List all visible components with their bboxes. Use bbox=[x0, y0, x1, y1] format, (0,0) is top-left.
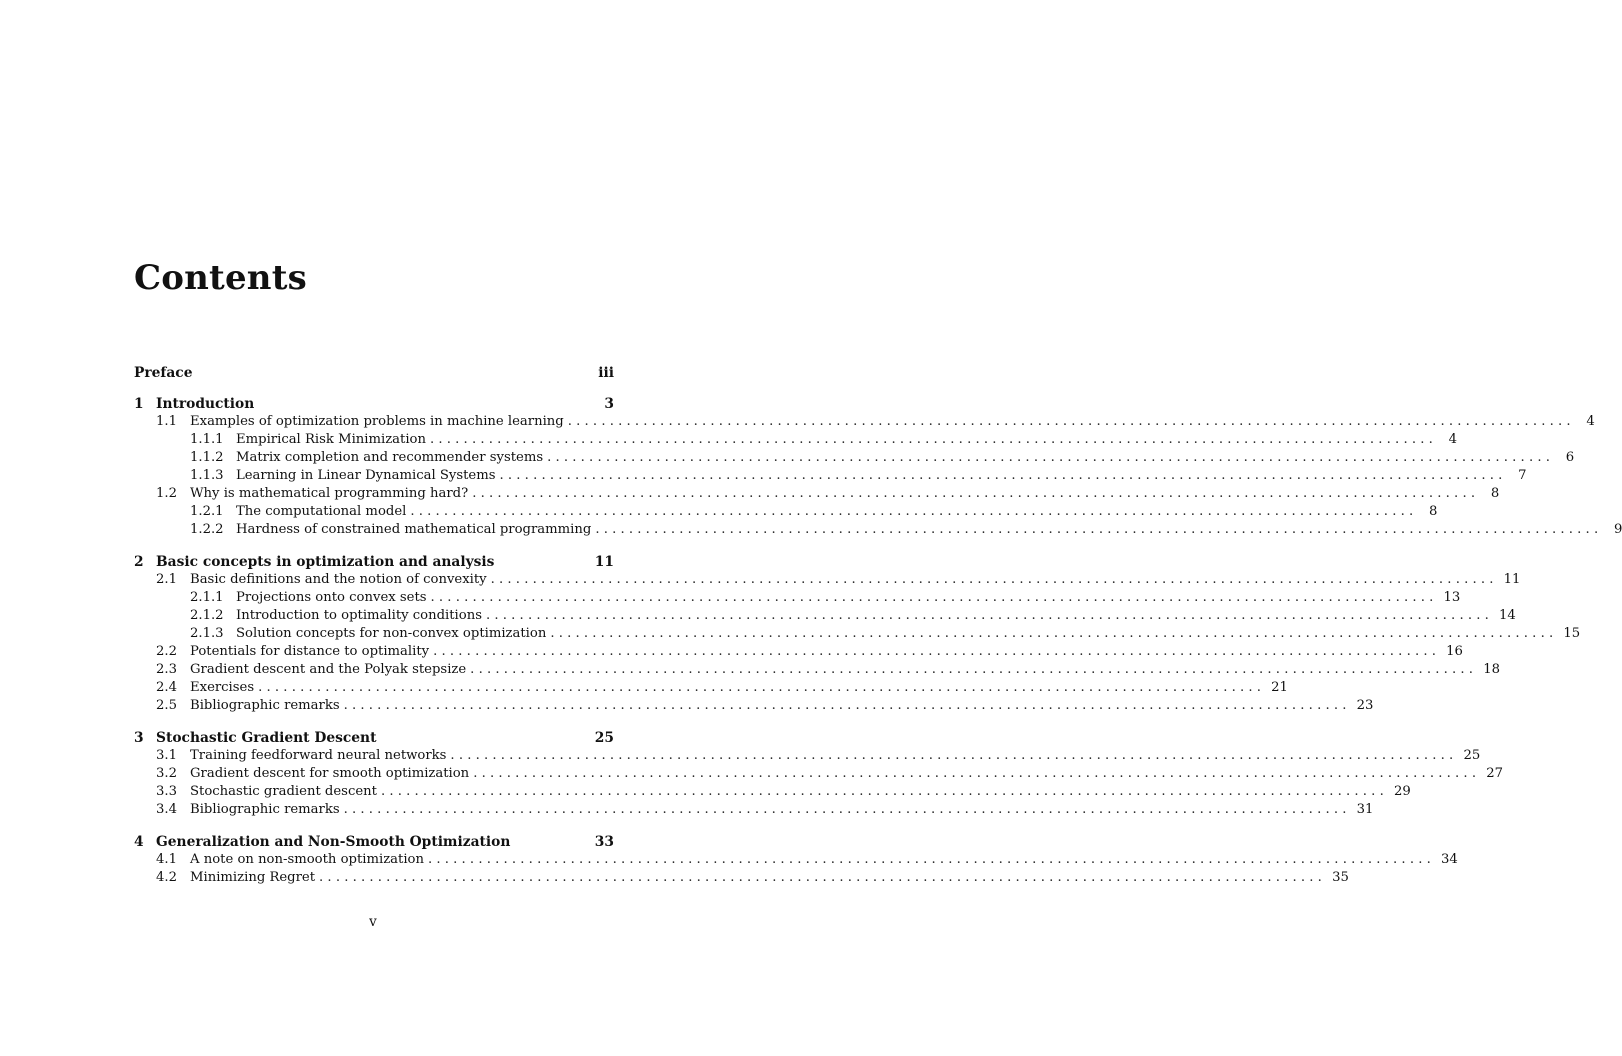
toc-entry-title: Matrix completion and recommender systems bbox=[236, 450, 544, 465]
toc-subsection-2-1-3[interactable] bbox=[134, 625, 1581, 643]
toc-entry-number: 4.1 bbox=[156, 852, 177, 867]
toc-entry-title: Stochastic Gradient Descent bbox=[156, 730, 377, 746]
toc-entry-page: 35 bbox=[1332, 870, 1349, 885]
toc-entry-number: 1.2.2 bbox=[190, 522, 224, 537]
toc-entry-page: 29 bbox=[1393, 784, 1411, 799]
page-title: Contents bbox=[134, 258, 307, 298]
toc-entry-page: 3 bbox=[604, 396, 614, 412]
toc-entry-title: Empirical Risk Minimization bbox=[236, 432, 426, 447]
toc-entry-number: 1.2.1 bbox=[190, 504, 224, 519]
toc-entry-number: 1.1 bbox=[156, 414, 177, 429]
toc-entry-page: 23 bbox=[1356, 698, 1374, 713]
toc-entry-page: 15 bbox=[1563, 626, 1581, 641]
toc-section-1-1[interactable] bbox=[134, 413, 1595, 431]
toc-entry-page: 16 bbox=[1446, 644, 1463, 659]
toc-entry-page: 9 bbox=[1613, 522, 1622, 537]
dot-leader: ........................................................................................................................ bbox=[595, 522, 1603, 537]
dot-leader: ........................................................................................................................ bbox=[258, 680, 1266, 695]
toc-entry-number: 2.3 bbox=[156, 662, 177, 677]
toc-subsection-2-1-2[interactable] bbox=[134, 607, 1516, 625]
toc-entry-title: Potentials for distance to optimality bbox=[190, 644, 430, 659]
toc-section-2-4[interactable] bbox=[134, 679, 1288, 697]
dot-leader: ........................................................................................................................ bbox=[547, 450, 1555, 465]
toc-section-3-2[interactable] bbox=[134, 765, 1503, 783]
toc-section-4-1[interactable] bbox=[134, 851, 1458, 869]
toc-entry-title: Stochastic gradient descent bbox=[190, 784, 377, 799]
toc-entry-number: 1.2 bbox=[156, 486, 177, 501]
dot-leader: ........................................................................................................................ bbox=[470, 662, 1478, 677]
toc-section-1-2[interactable] bbox=[134, 485, 1500, 503]
toc-chapter-3[interactable] bbox=[134, 729, 614, 747]
toc-entry-number: 3.3 bbox=[156, 784, 177, 799]
toc-entry-number: 3 bbox=[134, 730, 144, 746]
toc-section-2-2[interactable] bbox=[134, 643, 1463, 661]
toc-entry-page: 27 bbox=[1486, 766, 1503, 781]
toc-entry-number: 2 bbox=[134, 554, 144, 570]
toc-entry-title: Examples of optimization problems in machine learning bbox=[190, 414, 564, 429]
toc-entry-page: 6 bbox=[1565, 450, 1575, 465]
toc-entry-number: 2.1.1 bbox=[190, 590, 224, 605]
toc-entry-title: Learning in Linear Dynamical Systems bbox=[236, 468, 496, 483]
page-number: v bbox=[369, 914, 377, 930]
toc-chapter-2[interactable] bbox=[134, 553, 614, 571]
toc-subsection-1-1-2[interactable] bbox=[134, 449, 1575, 467]
toc-entry-number: 2.4 bbox=[156, 680, 177, 695]
toc-section-3-3[interactable] bbox=[134, 783, 1411, 801]
toc-entry-page: 33 bbox=[594, 834, 614, 850]
toc-subsection-1-2-2[interactable] bbox=[134, 521, 1622, 539]
toc-entry-number: 1.1.3 bbox=[190, 468, 224, 483]
toc-entry-page: 11 bbox=[594, 554, 614, 570]
dot-leader: ........................................................................................................................ bbox=[450, 748, 1458, 763]
toc-entry-title: Hardness of constrained mathematical programming bbox=[236, 522, 592, 537]
toc-subsection-1-1-3[interactable] bbox=[134, 467, 1527, 485]
toc-entry-title: Gradient descent and the Polyak stepsize bbox=[190, 662, 467, 677]
toc-entry-title: Gradient descent for smooth optimization bbox=[190, 766, 470, 781]
dot-leader: ........................................................................................................................ bbox=[343, 802, 1351, 817]
toc-entry-number: 1.1.1 bbox=[190, 432, 224, 447]
toc-entry-number: 4 bbox=[134, 834, 144, 850]
toc-entry-title: Minimizing Regret bbox=[190, 870, 316, 885]
toc-section-2-1[interactable] bbox=[134, 571, 1521, 589]
dot-leader: ........................................................................................................................ bbox=[499, 468, 1507, 483]
toc-entry-title: Training feedforward neural networks bbox=[190, 748, 447, 763]
toc-entry-page: 18 bbox=[1483, 662, 1500, 677]
toc-entry-number: 4.2 bbox=[156, 870, 177, 885]
toc-entry-page: 13 bbox=[1443, 590, 1461, 605]
toc-section-2-3[interactable] bbox=[134, 661, 1500, 679]
dot-leader: ........................................................................................................................ bbox=[429, 432, 1438, 447]
toc-entry-title: Bibliographic remarks bbox=[190, 698, 340, 713]
toc-entry-number: 3.1 bbox=[156, 748, 177, 763]
toc-entry-preface[interactable] bbox=[134, 364, 614, 382]
toc-entry-number: 2.2 bbox=[156, 644, 177, 659]
toc-section-3-1[interactable] bbox=[134, 747, 1481, 765]
toc-entry-page: 34 bbox=[1441, 852, 1458, 867]
toc-entry-page: 21 bbox=[1271, 680, 1288, 695]
toc-subsection-1-1-1[interactable] bbox=[134, 431, 1458, 449]
dot-leader: ........................................................................................................................ bbox=[430, 590, 1438, 605]
toc-entry-title: Why is mathematical programming hard? bbox=[190, 486, 469, 501]
toc-entry-title: Basic definitions and the notion of convexity bbox=[190, 572, 487, 587]
toc-entry-number: 2.1 bbox=[156, 572, 177, 587]
toc-entry-page: 8 bbox=[1428, 504, 1438, 519]
dot-leader: ........................................................................................................................ bbox=[550, 626, 1558, 641]
dot-leader: ........................................................................................................................ bbox=[567, 414, 1575, 429]
toc-entry-title: Solution concepts for non-convex optimization bbox=[236, 626, 547, 641]
toc-entry-title: Exercises bbox=[190, 680, 255, 695]
toc-entry-page: 8 bbox=[1490, 486, 1500, 501]
toc-entry-number: 3.2 bbox=[156, 766, 177, 781]
toc-entry-page: 7 bbox=[1518, 468, 1527, 483]
toc-entry-number: 3.4 bbox=[156, 802, 177, 817]
toc-entry-title: Introduction bbox=[156, 396, 255, 412]
toc-section-2-5[interactable] bbox=[134, 697, 1374, 715]
toc-subsection-1-2-1[interactable] bbox=[134, 503, 1438, 521]
dot-leader: ........................................................................................................................ bbox=[410, 504, 1418, 519]
dot-leader: ........................................................................................................................ bbox=[433, 644, 1441, 659]
dot-leader: ........................................................................................................................ bbox=[485, 608, 1494, 623]
toc-entry-page: 4 bbox=[1448, 432, 1458, 447]
toc-entry-page: 11 bbox=[1503, 572, 1521, 587]
toc-entry-title: Introduction to optimality conditions bbox=[236, 608, 482, 623]
toc-entry-page: 31 bbox=[1356, 802, 1374, 817]
dot-leader: ........................................................................................................................ bbox=[380, 784, 1388, 799]
toc-entry-title: Preface bbox=[134, 365, 193, 381]
toc-entry-number: 2.1.3 bbox=[190, 626, 224, 641]
toc-entry-page: 4 bbox=[1586, 414, 1595, 429]
toc-entry-number: 1 bbox=[134, 396, 144, 412]
toc-entry-title: The computational model bbox=[236, 504, 407, 519]
toc-entry-page: iii bbox=[598, 365, 614, 381]
toc-subsection-2-1-1[interactable] bbox=[134, 589, 1461, 607]
toc-entry-page: 14 bbox=[1499, 608, 1516, 623]
toc-entry-number: 1.1.2 bbox=[190, 450, 224, 465]
toc-entry-number: 2.5 bbox=[156, 698, 177, 713]
toc-entry-title: Projections onto convex sets bbox=[236, 590, 427, 605]
dot-leader: ........................................................................................................................ bbox=[319, 870, 1327, 885]
dot-leader: ........................................................................................................................ bbox=[427, 852, 1435, 867]
dot-leader: ........................................................................................................................ bbox=[490, 572, 1498, 587]
toc-chapter-1[interactable] bbox=[134, 395, 614, 413]
toc-section-4-2[interactable] bbox=[134, 869, 1349, 887]
dot-leader: ........................................................................................................................ bbox=[473, 766, 1481, 781]
toc-chapter-4[interactable] bbox=[134, 833, 614, 851]
toc-entry-title: Basic concepts in optimization and analysis bbox=[156, 554, 495, 570]
dot-leader: ........................................................................................................................ bbox=[343, 698, 1351, 713]
toc-section-3-4[interactable] bbox=[134, 801, 1374, 819]
toc-entry-page: 25 bbox=[1463, 748, 1481, 763]
dot-leader: ........................................................................................................................ bbox=[472, 486, 1480, 501]
toc-entry-page: 25 bbox=[594, 730, 614, 746]
table-of-contents bbox=[134, 364, 1622, 887]
toc-entry-title: Bibliographic remarks bbox=[190, 802, 340, 817]
toc-entry-title: A note on non-smooth optimization bbox=[190, 852, 424, 867]
toc-entry-number: 2.1.2 bbox=[190, 608, 224, 623]
toc-entry-title: Generalization and Non-Smooth Optimization bbox=[156, 834, 511, 850]
